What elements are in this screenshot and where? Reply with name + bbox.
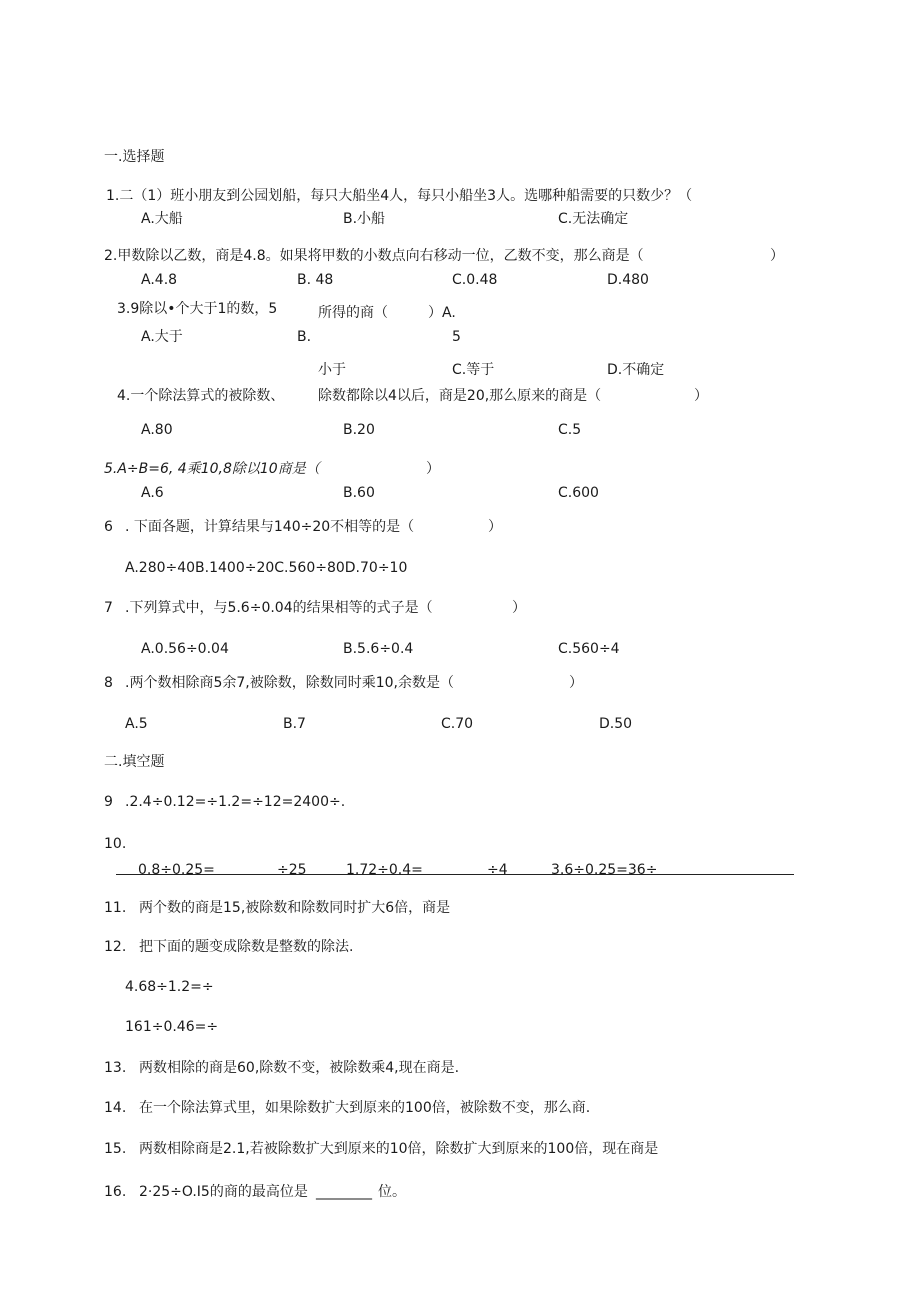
q10-number: 10. (104, 836, 127, 852)
q16-blank[interactable]: ________ (316, 1184, 372, 1200)
q5-stem: 5.A÷B=6, 4乘10,8除以10商是（ (104, 461, 320, 477)
q13-stem: 两数相除的商是60,除数不变，被除数乘4,现在商是. (139, 1060, 460, 1076)
q3-stem-a: 3.9除以•个大于1的数，5 (117, 301, 278, 317)
q3-option-d[interactable]: D.不确定 (607, 362, 665, 378)
q3-option-b[interactable]: B. (297, 329, 312, 345)
q15-stem: 两数相除商是2.1,若被除数扩大到原来的10倍，除数扩大到原来的100倍，现在商是 (139, 1141, 659, 1157)
q8-option-c[interactable]: C.70 (441, 716, 474, 732)
q11-stem: 两个数的商是15,被除数和除数同时扩大6倍，商是 (139, 900, 451, 916)
q14-number: 14. (104, 1100, 127, 1116)
q3-stem-c: ）A. (428, 305, 456, 321)
q2-stem: 2.甲数除以乙数，商是4.8。如果将甲数的小数点向右移动一位，乙数不变，那么商是（ (104, 248, 644, 264)
q10-part-5: 3.6÷0.25=36÷ (551, 863, 658, 874)
q3-stem-b: 所得的商（ (318, 305, 388, 321)
q9-stem: .2.4÷0.12=÷1.2=÷12=2400÷. (125, 794, 346, 810)
q5-close-paren: ） (426, 461, 440, 477)
q7-option-a[interactable]: A.0.56÷0.04 (141, 642, 229, 653)
q4-option-a[interactable]: A.80 (141, 422, 173, 438)
q1-option-a[interactable]: A.大船 (141, 211, 183, 227)
q6-stem: . 下面各题，计算结果与140÷20不相等的是（ (125, 519, 415, 535)
q14-stem: 在一个除法算式里，如果除数扩大到原来的100倍，被除数不变，那么商. (139, 1100, 591, 1116)
q9-number: 9 (104, 794, 113, 810)
q4-stem-a: 4.一个除法算式的被除数、 (117, 388, 285, 404)
q12-line-1: 4.68÷1.2=÷ (125, 979, 214, 995)
q7-close-paren: ） (512, 600, 526, 616)
q3-option-c[interactable]: C.等于 (452, 362, 495, 378)
q13-number: 13. (104, 1060, 127, 1076)
q3-five: 5 (452, 329, 461, 345)
q2-option-a[interactable]: A.4.8 (141, 272, 178, 288)
q8-option-b[interactable]: B.7 (283, 716, 306, 732)
q10-part-3: 1.72÷0.4= (346, 863, 423, 874)
q4-option-c[interactable]: C.5 (558, 422, 582, 438)
q6-close-paren: ） (488, 519, 502, 535)
q4-option-b[interactable]: B.20 (343, 422, 375, 438)
q8-stem: .两个数相除商5余7,被除数，除数同时乘10,余数是（ (125, 675, 454, 691)
q8-option-d[interactable]: D.50 (599, 716, 633, 732)
q12-number: 12. (104, 939, 127, 955)
q16-stem-a: 2·25÷O.I5的商的最高位是 (139, 1184, 308, 1200)
q3-option-a[interactable]: A.大于 (141, 329, 183, 345)
q3-less-than[interactable]: 小于 (318, 362, 346, 378)
q10-part-4: ÷4 (487, 863, 508, 874)
q4-stem-b: 除数都除以4以后，商是20,那么原来的商是（ (318, 388, 602, 404)
q12-line-2: 161÷0.46=÷ (125, 1019, 219, 1035)
q8-close-paren: ） (569, 675, 583, 691)
q2-option-d[interactable]: D.480 (607, 272, 649, 288)
q5-option-a[interactable]: A.6 (141, 486, 164, 497)
q10-answer-line[interactable] (116, 874, 794, 875)
q7-number: 7 (104, 600, 113, 616)
q10-part-2: ÷25 (277, 863, 307, 874)
q5-option-c[interactable]: C.600 (558, 486, 599, 497)
q2-option-b[interactable]: B. 48 (297, 272, 334, 288)
q5-option-b[interactable]: B.60 (343, 486, 375, 497)
q6-options[interactable]: A.280÷40B.1400÷20C.560÷80D.70÷10 (125, 560, 408, 576)
q7-stem: .下列算式中，与5.6÷0.04的结果相等的式子是（ (125, 600, 433, 616)
q16-stem-b: 位。 (378, 1184, 406, 1200)
section-title-fill: 二.填空题 (104, 754, 165, 770)
q10-part-1: 0.8÷0.25= (138, 863, 215, 874)
q7-option-b[interactable]: B.5.6÷0.4 (343, 642, 414, 653)
q6-number: 6 (104, 519, 113, 535)
q12-stem: 把下面的题变成除数是整数的除法. (139, 939, 354, 955)
q1-option-c[interactable]: C.无法确定 (558, 211, 629, 227)
q4-close-paren: ） (694, 388, 708, 404)
q1-option-b[interactable]: B.小船 (343, 211, 386, 227)
q1-stem: 1.二（1）班小朋友到公园划船，每只大船坐4人，每只小船坐3人。选哪种船需要的只数少？（ (106, 188, 693, 204)
q15-number: 15. (104, 1141, 127, 1157)
section-title-choice: 一.选择题 (104, 149, 165, 165)
q2-option-c[interactable]: C.0.48 (452, 272, 498, 288)
q2-close-paren: ） (770, 248, 784, 264)
q8-option-a[interactable]: A.5 (125, 716, 148, 732)
q8-number: 8 (104, 675, 113, 691)
q16-number: 16. (104, 1184, 127, 1200)
q7-option-c[interactable]: C.560÷4 (558, 642, 620, 653)
q11-number: 11. (104, 900, 127, 916)
